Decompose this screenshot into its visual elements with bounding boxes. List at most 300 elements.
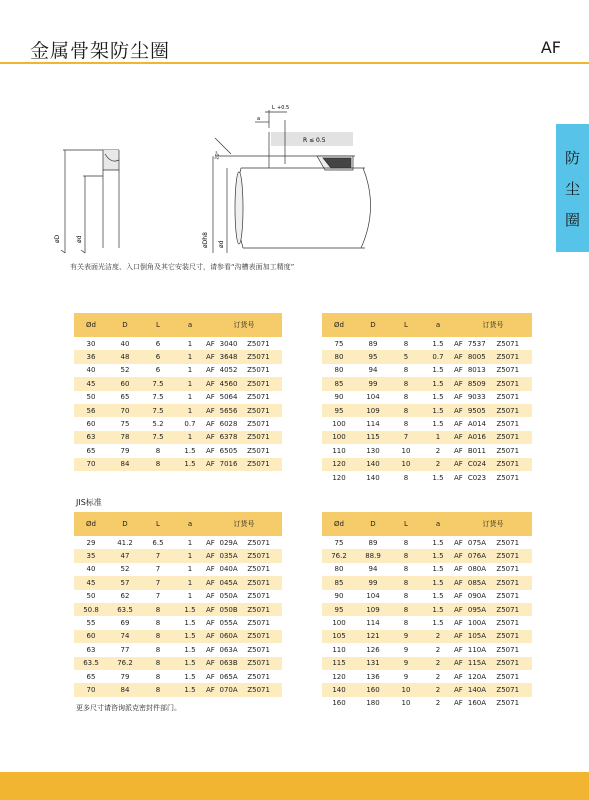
spec-table-jis-2 bbox=[322, 512, 532, 710]
col-L: L bbox=[390, 512, 422, 536]
cell-suffix: Z5071 bbox=[247, 672, 270, 681]
cell-number: 5064 bbox=[219, 393, 238, 402]
cell-D: 99 bbox=[356, 576, 390, 589]
section-tab bbox=[556, 124, 589, 252]
cell-a: 2 bbox=[422, 657, 454, 670]
cell-suffix: Z5071 bbox=[247, 603, 282, 616]
cell-number: 063A bbox=[219, 645, 238, 654]
cell-L: 7.5 bbox=[152, 393, 164, 402]
cell-D: 76.2 bbox=[108, 657, 142, 670]
cell-L: 7 bbox=[142, 549, 174, 562]
cell-od: 40 bbox=[86, 366, 96, 375]
table-row bbox=[322, 616, 532, 629]
cell-prefix: AF bbox=[206, 592, 215, 601]
cell-L: 9 bbox=[390, 630, 422, 643]
cell-suffix: Z5071 bbox=[247, 565, 270, 574]
cell-number: 040A bbox=[219, 565, 238, 574]
cell-number: 060A bbox=[220, 630, 248, 643]
cell-prefix: AF bbox=[206, 672, 215, 681]
cell-L: 7.5 bbox=[142, 431, 174, 444]
cell-prefix: AF bbox=[454, 446, 463, 455]
cell-suffix: Z5071 bbox=[496, 339, 520, 348]
cell-L: 7 bbox=[155, 565, 161, 574]
cell-prefix: AF bbox=[206, 350, 220, 363]
cell-prefix: AF bbox=[206, 603, 220, 616]
cell-od: 70 bbox=[74, 458, 108, 471]
table-row bbox=[322, 364, 532, 377]
cell-D: 52 bbox=[120, 366, 130, 375]
cell-D: 63.5 bbox=[108, 603, 142, 616]
cell-L: 10 bbox=[401, 699, 411, 708]
cell-prefix: AF bbox=[206, 657, 220, 670]
cell-L: 7 bbox=[142, 576, 174, 589]
cell-od: 105 bbox=[322, 630, 356, 643]
cell-od: 30 bbox=[86, 339, 96, 348]
cell-od: 100 bbox=[332, 420, 346, 429]
cell-suffix: Z5071 bbox=[247, 645, 270, 654]
cell-D: 74 bbox=[108, 630, 142, 643]
col-od: Ød bbox=[74, 512, 108, 536]
cell-D: 70 bbox=[108, 404, 142, 417]
cell-D: 99 bbox=[356, 377, 390, 390]
spec-table-2 bbox=[322, 313, 532, 484]
cell-od: 35 bbox=[74, 549, 108, 562]
cell-prefix: AF bbox=[454, 339, 463, 348]
table-row bbox=[74, 590, 282, 603]
cell-prefix: AF bbox=[206, 377, 220, 390]
cell-L: 10 bbox=[401, 446, 411, 455]
cell-L: 5 bbox=[390, 350, 422, 363]
cell-prefix: AF bbox=[206, 565, 215, 574]
cell-suffix: Z5071 bbox=[496, 420, 520, 429]
cell-a: 1.5 bbox=[422, 377, 454, 390]
cell-prefix: AF bbox=[206, 619, 215, 628]
cell-od: 80 bbox=[334, 565, 344, 574]
product-code: AF bbox=[540, 38, 561, 57]
cell-od: 110 bbox=[332, 446, 346, 455]
page-title: 金属骨架防尘圈 bbox=[30, 40, 171, 62]
cell-suffix: Z5071 bbox=[496, 458, 532, 471]
cell-od: 95 bbox=[322, 404, 356, 417]
cell-suffix: Z5071 bbox=[247, 366, 270, 375]
cell-suffix: Z5071 bbox=[496, 603, 532, 616]
cell-D: 48 bbox=[108, 350, 142, 363]
cell-suffix: Z5071 bbox=[496, 619, 520, 628]
cell-number: 120A bbox=[467, 672, 487, 681]
cell-number: 6378 bbox=[220, 431, 247, 444]
cell-od: 36 bbox=[74, 350, 108, 363]
cell-D: 160 bbox=[356, 683, 390, 696]
cell-prefix: AF bbox=[206, 339, 215, 348]
cell-suffix: Z5071 bbox=[496, 473, 520, 482]
cell-suffix: Z5071 bbox=[496, 657, 532, 670]
col-od: Ød bbox=[322, 313, 356, 337]
cell-suffix: Z5071 bbox=[496, 393, 520, 402]
table-row bbox=[322, 683, 532, 696]
cell-suffix: Z5071 bbox=[496, 404, 532, 417]
table-row bbox=[322, 576, 532, 589]
cell-number: 029A bbox=[219, 538, 238, 547]
table-row bbox=[74, 417, 282, 430]
cell-prefix: AF bbox=[454, 458, 468, 471]
cell-D: 84 bbox=[108, 683, 142, 696]
table-row bbox=[322, 471, 532, 484]
cell-number: 9033 bbox=[467, 393, 486, 402]
table-row bbox=[74, 657, 282, 670]
cell-a: 1.5 bbox=[432, 473, 444, 482]
cell-prefix: AF bbox=[454, 592, 463, 601]
col-D: D bbox=[108, 512, 142, 536]
cell-od: 100 bbox=[332, 619, 346, 628]
cell-od: 120 bbox=[332, 473, 346, 482]
table-row bbox=[322, 670, 532, 683]
cell-suffix: Z5071 bbox=[247, 592, 270, 601]
table-row bbox=[322, 350, 532, 363]
cell-prefix: AF bbox=[454, 393, 463, 402]
cell-number: 160A bbox=[467, 699, 487, 708]
cell-prefix: AF bbox=[206, 645, 215, 654]
cell-number: 100A bbox=[467, 619, 487, 628]
label-d-right: ød bbox=[218, 240, 225, 248]
section-tab-char: 圈 bbox=[564, 210, 580, 229]
cell-D: 60 bbox=[108, 377, 142, 390]
cell-L: 8 bbox=[403, 592, 409, 601]
cell-L: 8 bbox=[403, 366, 409, 375]
cell-D: 78 bbox=[108, 431, 142, 444]
table-row bbox=[322, 458, 532, 471]
section-tab-char: 尘 bbox=[564, 179, 580, 198]
cell-number: 7016 bbox=[220, 458, 247, 471]
cell-od: 80 bbox=[322, 350, 356, 363]
cell-D: 104 bbox=[366, 393, 380, 402]
table-row bbox=[74, 377, 282, 390]
cell-suffix: Z5071 bbox=[496, 672, 520, 681]
cell-a: 1 bbox=[174, 576, 206, 589]
cell-L: 6 bbox=[142, 350, 174, 363]
col-L: L bbox=[142, 313, 174, 337]
cell-prefix: AF bbox=[206, 404, 220, 417]
spec-table-jis-1 bbox=[74, 512, 282, 697]
surface-note: 有关表面光洁度、入口倒角及其它安装尺寸，请参看“沟槽表面加工精度” bbox=[70, 263, 295, 271]
cell-D: 94 bbox=[368, 565, 378, 574]
table-row bbox=[322, 563, 532, 576]
cell-D: 115 bbox=[356, 431, 390, 444]
cell-number: C024 bbox=[468, 458, 497, 471]
table-row bbox=[74, 670, 282, 683]
cell-suffix: Z5071 bbox=[247, 377, 282, 390]
cell-number: 063B bbox=[220, 657, 248, 670]
cell-a: 1.5 bbox=[432, 619, 444, 628]
cell-a: 1.5 bbox=[432, 592, 444, 601]
cell-D: 62 bbox=[120, 592, 130, 601]
cell-prefix: AF bbox=[454, 565, 463, 574]
cell-suffix: Z5071 bbox=[247, 446, 270, 455]
cell-prefix: AF bbox=[206, 458, 220, 471]
cell-od: 115 bbox=[322, 657, 356, 670]
cell-a: 1.5 bbox=[422, 576, 454, 589]
cell-L: 8 bbox=[403, 420, 409, 429]
cell-a: 1.5 bbox=[432, 538, 444, 547]
cell-number: B011 bbox=[467, 446, 487, 455]
cell-D: 121 bbox=[356, 630, 390, 643]
cell-number: 105A bbox=[468, 630, 497, 643]
col-a: a bbox=[422, 313, 454, 337]
label-d-left: ød bbox=[76, 235, 83, 243]
cell-D: 104 bbox=[366, 592, 380, 601]
table-row bbox=[322, 444, 532, 457]
cell-od: 75 bbox=[334, 538, 344, 547]
cell-L: 8 bbox=[155, 446, 161, 455]
cell-number: 8005 bbox=[468, 350, 497, 363]
cell-L: 9 bbox=[390, 657, 422, 670]
technical-drawing bbox=[55, 98, 385, 258]
cell-od: 55 bbox=[86, 619, 96, 628]
label-Dh8: øDh8 bbox=[202, 232, 209, 248]
cell-suffix: Z5071 bbox=[247, 619, 270, 628]
cell-suffix: Z5071 bbox=[247, 350, 282, 363]
cell-a: 1.5 bbox=[184, 672, 196, 681]
cell-suffix: Z5071 bbox=[247, 393, 270, 402]
cell-od: 29 bbox=[86, 538, 96, 547]
cell-a: 1 bbox=[174, 431, 206, 444]
cell-prefix: AF bbox=[454, 603, 468, 616]
cell-a: 1.5 bbox=[432, 565, 444, 574]
cell-prefix: AF bbox=[206, 446, 215, 455]
cell-prefix: AF bbox=[454, 645, 463, 654]
table-row bbox=[74, 576, 282, 589]
cell-D: 69 bbox=[120, 619, 130, 628]
cell-D: 89 bbox=[368, 339, 378, 348]
cell-a: 1.5 bbox=[184, 446, 196, 455]
cell-od: 63 bbox=[86, 645, 96, 654]
cell-prefix: AF bbox=[454, 657, 468, 670]
cell-a: 1 bbox=[174, 377, 206, 390]
cell-D: 114 bbox=[366, 619, 380, 628]
cell-number: 3040 bbox=[219, 339, 238, 348]
cell-suffix: Z5071 bbox=[496, 446, 520, 455]
cell-L: 9 bbox=[403, 672, 409, 681]
cell-number: 8013 bbox=[467, 366, 486, 375]
table-row bbox=[322, 590, 532, 603]
cell-a: 1.5 bbox=[174, 603, 206, 616]
cell-D: 47 bbox=[108, 549, 142, 562]
label-L: L bbox=[272, 105, 275, 111]
table-row bbox=[322, 536, 532, 549]
cell-number: A016 bbox=[468, 431, 497, 444]
cell-L: 8 bbox=[390, 404, 422, 417]
cell-D: 109 bbox=[356, 404, 390, 417]
cell-prefix: AF bbox=[454, 699, 463, 708]
cell-od: 76.2 bbox=[322, 549, 356, 562]
cell-number: 055A bbox=[219, 619, 238, 628]
cell-D: 130 bbox=[366, 446, 380, 455]
cell-suffix: Z5071 bbox=[496, 576, 532, 589]
cell-od: 85 bbox=[322, 576, 356, 589]
cell-a: 1 bbox=[187, 565, 193, 574]
col-L: L bbox=[390, 313, 422, 337]
cell-L: 8 bbox=[403, 565, 409, 574]
cell-L: 8 bbox=[155, 672, 161, 681]
cell-number: 050A bbox=[219, 592, 238, 601]
cell-a: 1.5 bbox=[432, 366, 444, 375]
cell-D: 180 bbox=[366, 699, 380, 708]
cell-L: 8 bbox=[142, 630, 174, 643]
table-row bbox=[74, 458, 282, 471]
cell-prefix: AF bbox=[206, 549, 220, 562]
cell-prefix: AF bbox=[206, 576, 220, 589]
cell-od: 100 bbox=[322, 431, 356, 444]
cell-prefix: AF bbox=[454, 350, 468, 363]
cell-suffix: Z5071 bbox=[496, 645, 520, 654]
cell-od: 63 bbox=[74, 431, 108, 444]
cell-a: 1.5 bbox=[422, 404, 454, 417]
cell-prefix: AF bbox=[206, 431, 220, 444]
table-row bbox=[322, 697, 532, 710]
table-row bbox=[322, 377, 532, 390]
cell-L: 8 bbox=[403, 393, 409, 402]
cell-prefix: AF bbox=[206, 393, 215, 402]
cell-D: 109 bbox=[356, 603, 390, 616]
table-row bbox=[74, 391, 282, 404]
cell-suffix: Z5071 bbox=[496, 699, 520, 708]
cell-a: 1.5 bbox=[174, 458, 206, 471]
cell-a: 1 bbox=[187, 538, 193, 547]
cell-D: 94 bbox=[368, 366, 378, 375]
cell-D: 65 bbox=[120, 393, 130, 402]
cell-prefix: AF bbox=[454, 431, 468, 444]
cell-od: 63.5 bbox=[74, 657, 108, 670]
cell-od: 50.8 bbox=[74, 603, 108, 616]
cell-number: 7537 bbox=[467, 339, 486, 348]
cell-number: 095A bbox=[468, 603, 497, 616]
cell-L: 8 bbox=[390, 549, 422, 562]
col-L: L bbox=[142, 512, 174, 536]
cell-L: 8 bbox=[142, 603, 174, 616]
cell-number: A014 bbox=[467, 420, 486, 429]
cell-suffix: Z5071 bbox=[496, 549, 532, 562]
col-D: D bbox=[356, 512, 390, 536]
cell-number: 110A bbox=[467, 645, 487, 654]
cell-L: 8 bbox=[142, 657, 174, 670]
cell-a: 0.7 bbox=[422, 350, 454, 363]
cell-D: 57 bbox=[108, 576, 142, 589]
cell-prefix: AF bbox=[206, 420, 215, 429]
cell-prefix: AF bbox=[206, 683, 220, 696]
cell-L: 8 bbox=[155, 619, 161, 628]
cell-suffix: Z5071 bbox=[247, 683, 282, 696]
cell-L: 6.5 bbox=[152, 538, 164, 547]
cell-number: 5656 bbox=[220, 404, 247, 417]
cell-prefix: AF bbox=[454, 473, 463, 482]
table-row bbox=[322, 630, 532, 643]
cell-number: 045A bbox=[220, 576, 248, 589]
table-row bbox=[74, 364, 282, 377]
cell-suffix: Z5071 bbox=[496, 431, 532, 444]
cell-suffix: Z5071 bbox=[496, 538, 520, 547]
table-row bbox=[74, 683, 282, 696]
cell-a: 2 bbox=[435, 446, 441, 455]
cell-a: 0.7 bbox=[184, 420, 196, 429]
table-row bbox=[74, 444, 282, 457]
cell-D: 136 bbox=[366, 672, 380, 681]
section-tab-char: 防 bbox=[564, 148, 580, 167]
cell-od: 85 bbox=[322, 377, 356, 390]
cell-od: 95 bbox=[322, 603, 356, 616]
cell-a: 2 bbox=[422, 683, 454, 696]
cell-suffix: Z5071 bbox=[247, 576, 282, 589]
cell-number: 075A bbox=[467, 538, 487, 547]
cell-od: 50 bbox=[86, 393, 96, 402]
cell-suffix: Z5071 bbox=[496, 592, 520, 601]
cell-number: 140A bbox=[468, 683, 497, 696]
col-order-no: 订货号 bbox=[206, 512, 282, 536]
cell-prefix: AF bbox=[454, 672, 463, 681]
cell-a: 2 bbox=[435, 645, 441, 654]
cell-prefix: AF bbox=[454, 404, 468, 417]
table-row bbox=[322, 391, 532, 404]
cell-number: 6505 bbox=[219, 446, 238, 455]
label-a: a bbox=[257, 116, 261, 122]
label-R: R ≤ 0.5 bbox=[303, 137, 326, 144]
cell-a: 1.5 bbox=[422, 549, 454, 562]
cell-L: 8 bbox=[403, 339, 409, 348]
cell-od: 70 bbox=[74, 683, 108, 696]
table-row bbox=[74, 536, 282, 549]
cell-D: 140 bbox=[356, 458, 390, 471]
cell-od: 90 bbox=[334, 592, 344, 601]
cell-a: 2 bbox=[435, 672, 441, 681]
table-row bbox=[322, 643, 532, 656]
cell-od: 45 bbox=[74, 576, 108, 589]
cell-prefix: AF bbox=[454, 576, 468, 589]
table-row bbox=[322, 431, 532, 444]
cell-prefix: AF bbox=[206, 538, 215, 547]
table-row bbox=[322, 337, 532, 350]
cell-number: 4052 bbox=[219, 366, 238, 375]
cell-a: 1 bbox=[187, 339, 193, 348]
cell-a: 1.5 bbox=[184, 619, 196, 628]
cell-number: 4560 bbox=[220, 377, 247, 390]
cell-a: 1.5 bbox=[174, 657, 206, 670]
cell-L: 7 bbox=[390, 431, 422, 444]
col-od: Ød bbox=[322, 512, 356, 536]
cell-L: 8 bbox=[142, 458, 174, 471]
cell-suffix: Z5071 bbox=[496, 377, 532, 390]
table-row bbox=[74, 549, 282, 562]
cell-a: 1 bbox=[174, 350, 206, 363]
cell-prefix: AF bbox=[454, 377, 468, 390]
cell-number: 6028 bbox=[219, 420, 238, 429]
cell-number: 085A bbox=[468, 576, 497, 589]
cell-od: 40 bbox=[86, 565, 96, 574]
cell-number: 115A bbox=[468, 657, 497, 670]
table-row bbox=[74, 431, 282, 444]
cell-L: 8 bbox=[403, 473, 409, 482]
cell-L: 8 bbox=[390, 377, 422, 390]
cell-suffix: Z5071 bbox=[247, 420, 270, 429]
cell-L: 6 bbox=[155, 366, 161, 375]
table-row bbox=[74, 603, 282, 616]
cell-prefix: AF bbox=[206, 366, 215, 375]
col-order-no: 订货号 bbox=[454, 313, 532, 337]
cell-D: 89 bbox=[368, 538, 378, 547]
table-row bbox=[322, 417, 532, 430]
label-L-tol: +0.5 bbox=[277, 105, 290, 111]
cell-a: 1 bbox=[187, 592, 193, 601]
cell-D: 52 bbox=[120, 565, 130, 574]
cell-D: 126 bbox=[366, 645, 380, 654]
cell-number: 065A bbox=[219, 672, 238, 681]
